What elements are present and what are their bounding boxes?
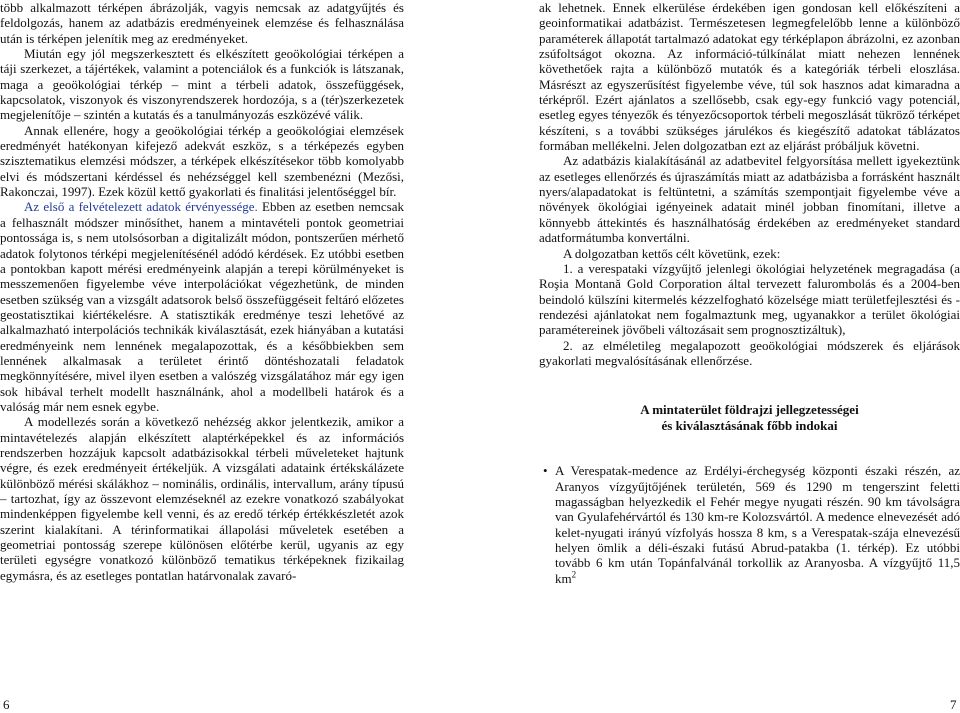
right-column [539,0,960,586]
paragraph: A dolgozatban kettős célt követünk, ezek: [563,245,781,261]
list-item: 1. a verespataki vízgyűjtő jelenlegi ökológiai helyzetének megragadása (a Roşia Montană Gold Corporation által tervezett falurombolás és a 2004-ben beindoló külszíni kitermelés kézzelfogható közelsége miatt területfejlesztési és -rendezési ajánlatokat nem fogalmaztunk meg, ugyanakkor a terület ökológiai paramétereinek jövőbeli változásait sem prognosztizáltuk), [539,260,960,338]
heading-line: és kiválasztásának főbb indokai [661,418,838,434]
heading-line: A mintaterület földrajzi jellegzetességei [640,402,859,418]
section-heading [539,402,960,434]
page-number-left: 6 [3,697,10,712]
paragraph [0,199,404,414]
paragraph: Annak ellenére, hogy a geoökológiai térkép a geoökológiai elemzések eredményét hatékonyan kifejező adekvát eszköz, s a térképezés egyben szisztematikus elemzési módszer, a térképek elkészítésekor több komolyabb elvi és módszertani kérdéssel és nehézséggel kell szembenézni (Mezősi, Rakonczai, 1997). Ezek közül kettő gyakorlati és finalitási jelentőséggel bír. [0,122,404,200]
superscript: 2 [571,569,577,580]
bullet-paragraph [539,463,960,586]
paragraph: ak lehetnek. Ennek elkerülése érdekében igen gondosan kell előkészíteni a geoinformatikai adatbázist. Természetesen legmegfelelőbb lenne a különböző paraméterek állapotát tartalmazó adatokat egy térképlapon ábrázolni, ez azonban zsúfoltságot okozna. Az információ-túlkínálat miatt nehezen lennének követhetőek rajta a különböző mutatók és a kategóriák térbeli eloszlása. Másrészt az egyszerűsítést figyelembe véve, túl sok hasznos adat kimaradna a térképről. Ezért ajánlatos a szellősebb, csak egy-egy funkció vagy potenciál, esetleg egyes tényezők és tényezőcsoportok térbeli megoszlását tükröző térképet készíteni, s a további szükséges járulékos és kiegészítő adatokat táblázatos formában mellékelni. Jelen dolgozatban ezt az eljárást próbáljuk követni. [539,0,960,154]
paragraph: több alkalmazott térképen ábrázolják, vagyis nemcsak az adatgyűjtés és feldolgozás, hanem az adatbázis eredményeinek elemzése és felhasználása után is térképen jelenítik meg az eredményeket. [0,0,404,46]
paragraph-text: Ebben az esetben nemcsak a felhasznált módszer minősíthet, hanem a mintavételi pontok geometriai pontossága is, s nem utolsósorban a digitalizált módon, pontszerűen mérhető adatok folytonos térképi megjelenítésénél adódó kérdések. Ez utóbbi esetben a pontokban kapott mérési eredményeink alapján a terepi körülményeket is messzemenően figyelembe véve interpolációkat végezhetünk, de minden esetben szükség van a vizsgált adatsorok belső összefüggéseit feltáró előzetes geostatisztikai kiértékelésre. A statisztikák eredménye teszi lehetővé az alkalmazható interpolációs technikák kiválasztását, ezek hiányában a kutatási eredményeink nem lennének megalapozottak, és a későbbiekben sem lennének alkalmasak a területet érintő döntéshozatali feladatok megkönnyítésére, mivel ilyen esetben a valószég vizsgálatához már egy igen sok hibával terhelt modellt használnánk, ahol a modellbeli határok és a valóság már nem esnek egybe. [0,199,405,414]
bullet-text: A Verespatak-medence az Erdélyi-érchegység központi északi részén, az Aranyos vízgyűjtőjének területén, 569 és 1290 m tengerszint feletti magasságban helyezkedik el Fehér megye nyugati részén. 90 km távolságra van Gyulafehérvártól és 130 km-re Kolozsvártól. A medence elnevezését adó kelet-nyugati irányú vízfolyás hossza 8 km, s a Verespatak-szája elnevezésű helyen ömlik a déli-északi futású Abrud-patakba (1. térkép). Ez utóbbi tovább 6 km után Topánfalvánál torkollik az Aranyosba. A vízgyűjtő 11,5 km [555,463,960,586]
paragraph: A modellezés során a következő nehézség akkor jelentkezik, amikor a mintavételezés alapján elkészített alaptérképekkel és az információs rendszerben hozzájuk kapcsolt adatbázisokkal térbeli műveleteket hajtunk végre, és ezek eredményeit értékeljük. A vizsgálati adataink értékskálázete különböző mérési skálákhoz – nominális, ordinális, intervallum, arány típusú – tartozhat, így az összevont elemzéseknél az ezekre vonatkozó szabályokat mindenképpen figyelembe kell venni, és az eredő térkép értékkészletét azok szerint kialakítani. A térinformatikai állapolási műveletek esetében a geometriai pontosság szerepe különösen előtérbe kerül, ugyanis az egy területi egységre vonatkozó különböző tematikus térképeknek fizikailag egymásra, és az esetleges pontatlan határvonalak zavaró- [0,414,404,583]
bullet-icon: • [543,463,548,479]
paragraph: Az adatbázis kialakításánál az adatbevitel felgyorsítása mellett igyekeztünk az esetleges ellenőrzés és újraszámítás miatt az adatbázisba a forrásként használt nyers/alapadatokat is feltüntetni, a számítás szempontjait figyelembe véve a növények ökológiai igényeinek adatait minél jobban finomítani, illetve a könnyebb áttekintés és használhatóság érdekében az eredményeket standard adatformátumba konvertálni. [539,153,960,246]
list-item: 2. az elméletileg megalapozott geoökológiai módszerek és eljárások gyakorlati megvalósításának ellenőrzése. [539,337,960,368]
paragraph: Miután egy jól megszerkesztett és elkészített geoökológiai térképen a táji szerkezet, a tájértékek, valamint a potenciálok és a funkciók is látszanak, maga a geoökológiai térkép – mint a térbeli adatok, összefüggések, kapcsolatok, viszonyok és viszonyrendszerek hordozója, s a (tér)szerkezetek megjelenítője – szintén a kutatás és a tanulmányozás eszközévé válik. [0,46,404,123]
page-number-right: 7 [950,697,957,712]
highlighted-sentence: Az első a felvételezett adatok érvényessége. [24,199,258,215]
left-column [0,0,404,583]
